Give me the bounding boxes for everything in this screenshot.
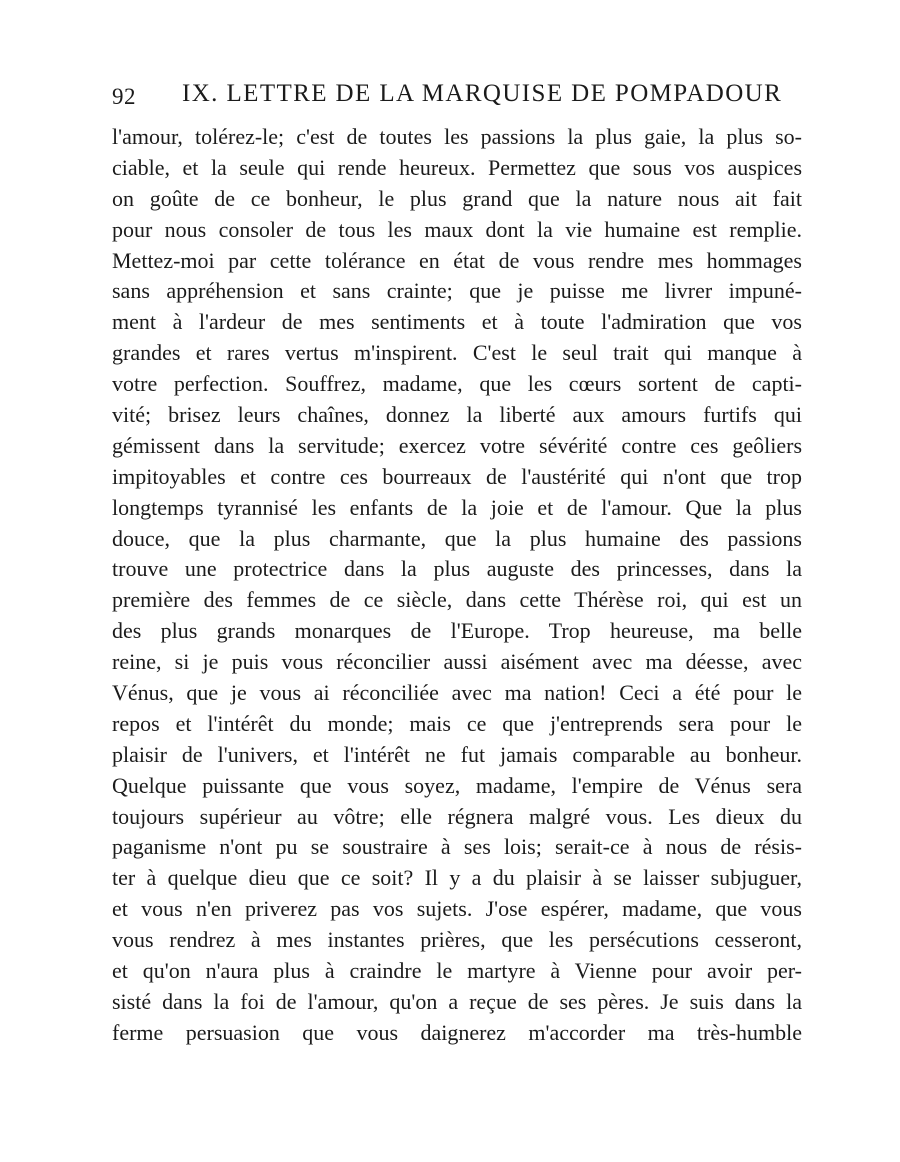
text-line: votre perfection. Souffrez, madame, que les cœurs sortent de capti- xyxy=(112,371,802,397)
text-line: repos et l'intérêt du monde; mais ce que j'entreprends sera pour le xyxy=(112,710,802,736)
text-line: ter à quelque dieu que ce soit? Il y a du plaisir à se laisser subjuguer, xyxy=(112,865,802,891)
text-line: Quelque puissante que vous soyez, madame, l'empire de Vénus sera xyxy=(112,772,802,798)
text-line: longtemps tyrannisé les enfants de la joie et de l'amour. Que la plus xyxy=(112,494,802,520)
body-text xyxy=(112,122,802,1049)
page-header xyxy=(112,76,802,116)
text-line: impitoyables et contre ces bourreaux de l'austérité qui n'ont que trop xyxy=(112,463,802,489)
text-line: sisté dans la foi de l'amour, qu'on a reçue de ses pères. Je suis dans la xyxy=(112,988,802,1014)
text-line: vous rendrez à mes instantes prières, que les persécutions cesseront, xyxy=(112,927,802,953)
text-line: première des femmes de ce siècle, dans cette Thérèse roi, qui est un xyxy=(112,587,802,613)
running-head: IX. LETTRE DE LA MARQUISE DE POMPADOUR xyxy=(182,80,783,107)
text-line: ciable, et la seule qui rende heureux. Permettez que sous vos auspices xyxy=(112,154,802,180)
text-line: des plus grands monarques de l'Europe. Trop heureuse, ma belle xyxy=(112,618,802,644)
text-line: et qu'on n'aura plus à craindre le martyre à Vienne pour avoir per- xyxy=(112,958,802,984)
text-line: trouve une protectrice dans la plus auguste des princesses, dans la xyxy=(112,556,802,582)
text-line: Vénus, que je vous ai réconciliée avec ma nation! Ceci a été pour le xyxy=(112,680,802,706)
text-line: ferme persuasion que vous daignerez m'accorder ma très-humble xyxy=(112,1019,802,1045)
text-line: on goûte de ce bonheur, le plus grand que la nature nous ait fait xyxy=(112,185,802,211)
text-line: plaisir de l'univers, et l'intérêt ne fut jamais comparable au bonheur. xyxy=(112,741,802,767)
text-line: Mettez-moi par cette tolérance en état de vous rendre mes hommages xyxy=(112,247,802,273)
page-number: 92 xyxy=(112,84,136,109)
text-line: pour nous consoler de tous les maux dont la vie humaine est remplie. xyxy=(112,216,802,242)
text-line: ment à l'ardeur de mes sentiments et à toute l'admiration que vos xyxy=(112,309,802,335)
text-line: douce, que la plus charmante, que la plus humaine des passions xyxy=(112,525,802,551)
text-line: reine, si je puis vous réconcilier aussi aisément avec ma déesse, avec xyxy=(112,649,802,675)
text-line: vité; brisez leurs chaînes, donnez la liberté aux amours furtifs qui xyxy=(112,402,802,428)
text-line: paganisme n'ont pu se soustraire à ses lois; serait-ce à nous de résis- xyxy=(112,834,802,860)
text-line: l'amour, tolérez-le; c'est de toutes les passions la plus gaie, la plus so- xyxy=(112,124,802,149)
text-line: gémissent dans la servitude; exercez votre sévérité contre ces geôliers xyxy=(112,432,802,458)
text-line: sans appréhension et sans crainte; que je puisse me livrer impuné- xyxy=(112,278,802,304)
text-line: toujours supérieur au vôtre; elle régnera malgré vous. Les dieux du xyxy=(112,803,802,829)
text-line: et vous n'en priverez pas vos sujets. J'ose espérer, madame, que vous xyxy=(112,896,802,922)
text-line: grandes et rares vertus m'inspirent. C'est le seul trait qui manque à xyxy=(112,340,802,366)
